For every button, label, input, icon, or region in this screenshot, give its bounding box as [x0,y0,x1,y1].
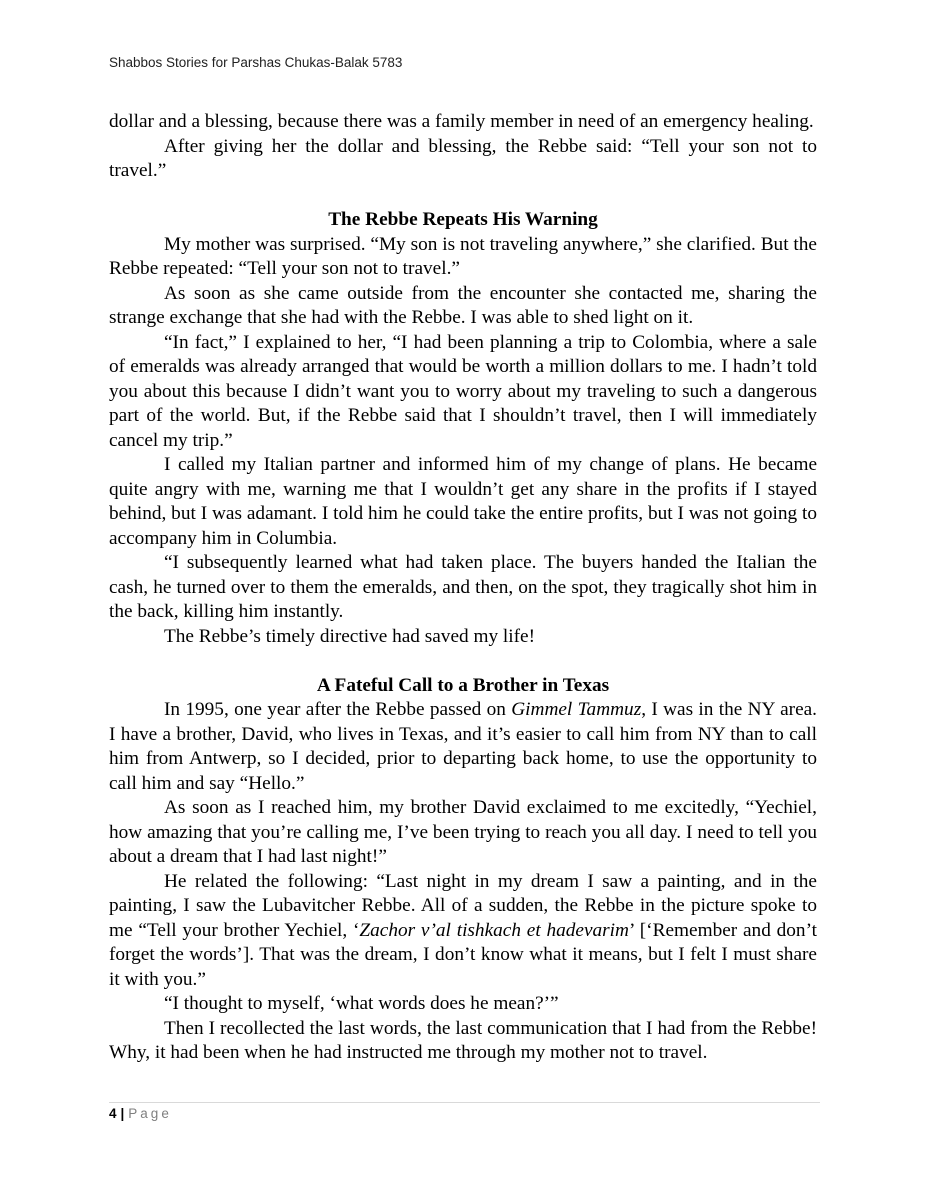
text-run: In 1995, one year after the Rebbe passed on [164,699,512,720]
page-label: Page [128,1106,172,1121]
footer-separator: | [120,1106,125,1121]
paragraph: As soon as I reached him, my brother David exclaimed to me excitedly, “Yechiel, how amazing that you’re calling me, I’ve been trying to reach you all day. I need to tell you about a dream that I had last night!” [109,797,817,867]
section-heading: The Rebbe Repeats His Warning [328,209,598,230]
paragraph: I called my Italian partner and informed him of my change of plans. He became quite angry with me, warning me that I wouldn’t get any share in the profits if I stayed behind, but I was adamant. I told him he could take the entire profits, but I was not going to accompany him in Columbia. [109,454,817,549]
italic-term: Zachor v’al tishkach et hadevarim [359,919,629,941]
paragraph: The Rebbe’s timely directive had saved my life! [164,625,536,647]
paragraph: dollar and a blessing, because there was a family member in need of an emergency healing. [109,111,814,132]
body-text [109,110,817,1066]
paragraph: “I thought to myself, ‘what words does he mean?’” [164,993,559,1014]
paragraph [109,870,817,993]
paragraph: “In fact,” I explained to her, “I had been planning a trip to Colombia, where a sale of emeralds was already arranged that would be worth a million dollars to me. I hadn’t told you about this because I didn’t want you to worry about my traveling to such a dangerous part of the world. But, if the Rebbe said that I shouldn’t travel, then I will immediately cancel my trip.” [109,331,817,451]
paragraph: My mother was surprised. “My son is not traveling anywhere,” she clarified. But the Rebbe repeated: “Tell your son not to travel.” [109,233,817,279]
paragraph: “I subsequently learned what had taken place. The buyers handed the Italian the cash, he turned over to them the emeralds, and then, on the spot, they tragically shot him in the back, killing him instantly. [109,552,817,622]
section-heading: A Fateful Call to a Brother in Texas [316,674,610,696]
paragraph: After giving her the dollar and blessing, the Rebbe said: “Tell your son not to travel.” [109,135,817,181]
italic-term: Gimmel Tammuz [511,699,642,720]
paragraph: As soon as she came outside from the encounter she contacted me, sharing the strange exchange that she had with the Rebbe. I was able to shed light on it. [109,282,817,328]
paragraph: Then I recollected the last words, the last communication that I had from the Rebbe! Why, it had been when he had instructed me through my mother not to travel. [109,1017,817,1063]
text-run: He related the following: “Last night in my dream I saw a painting, and in the painting, I saw the Lubavitcher Rebbe. All of a sudden, the Rebbe in the picture spoke to me “Tell your brother Yechiel, ‘ [109,870,817,941]
text-run: ’ [‘Remember and don’t forget the words’]. That was the dream, I don’t know what it means, but I felt I must share it with you.” [109,919,817,990]
page-footer [109,1106,172,1121]
running-header: Shabbos Stories for Parshas Chukas-Balak 5783 [109,55,403,70]
text-run: , I was in the NY area. I have a brother, David, who lives in Texas, and it’s easier to call him from NY than to call him from Antwerp, so I decided, prior to departing back home, to use the opportunity to call him and say “Hello.” [109,699,817,794]
page-number: 4 [109,1106,117,1121]
paragraph [109,698,817,796]
footer-divider [109,1102,820,1103]
